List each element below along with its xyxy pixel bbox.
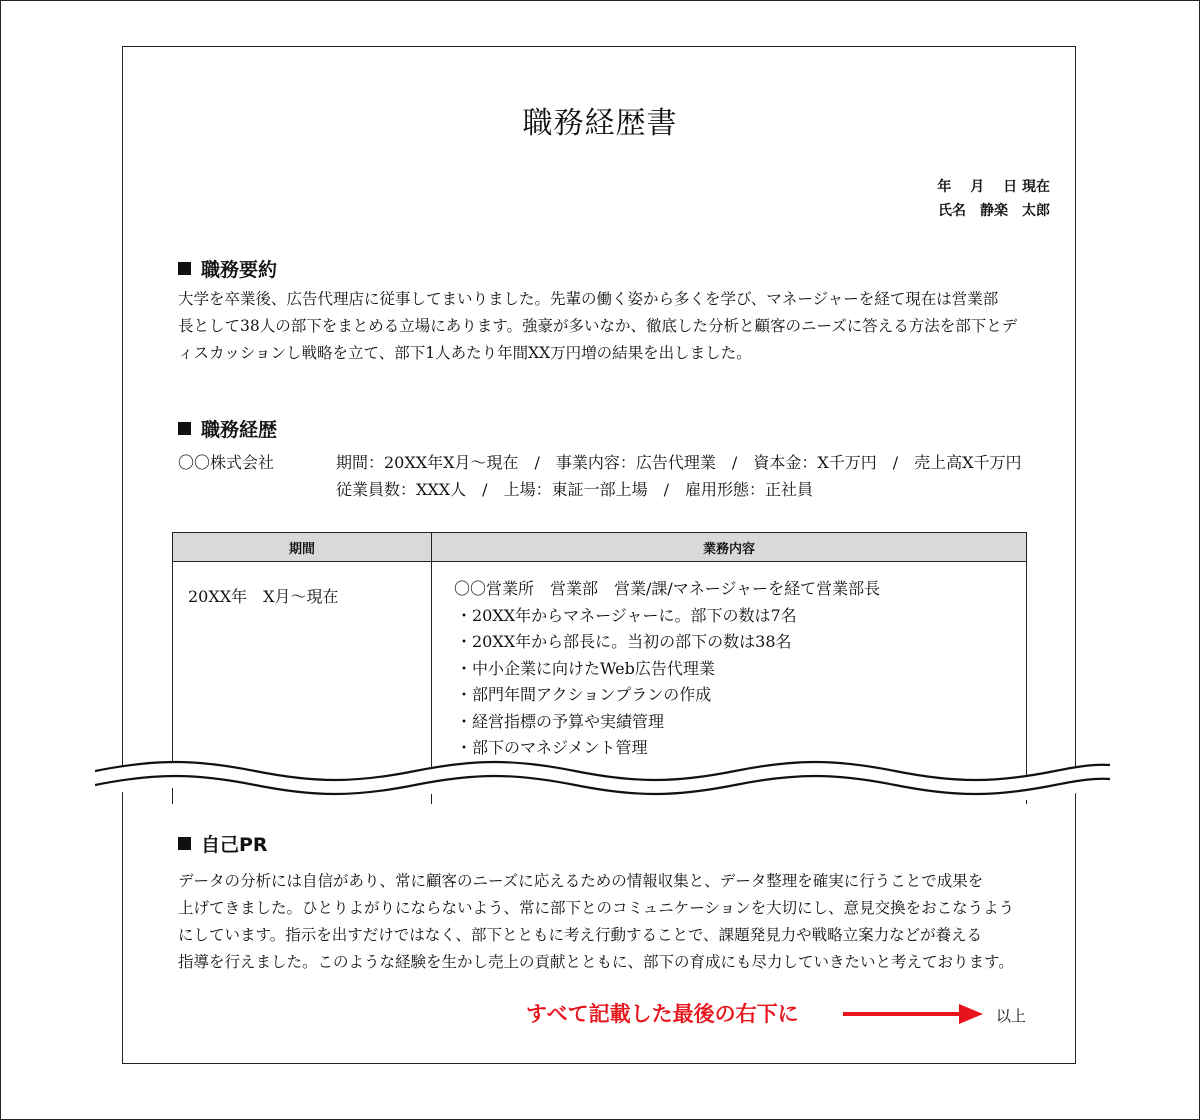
pr-line: 指導を行えました。このような経験を生かし売上の貢献とともに、部下の育成にも尽力していきたいと考えております。 [178,953,1014,971]
summary-text [178,286,1038,367]
page-break-wave [95,755,1110,800]
history-heading [178,415,277,442]
duty-line: ・部門年間アクションプランの作成 [456,685,712,704]
duty-line: ・中小企業に向けたWeb広告代理業 [456,658,715,678]
date-line: 年 月 日 現在 [937,179,1050,195]
duty-line: ・経営指標の予算や実績管理 [456,711,665,731]
pr-heading-label: 自己PR [201,834,268,856]
document-title: 職務経歴書 [522,106,678,141]
history-heading-label: 職務経歴 [201,419,278,441]
pr-line: データの分析には自信があり、常に顧客のニーズに応えるための情報収集と、データ整理を確実に行うことで成果を [178,872,984,890]
duty-line: 〇〇営業所 営業部 営業/課/マネージャーを経て営業部長 [454,579,881,598]
period-cell: 20XX年 X月～現在 [173,562,432,805]
pr-text [178,868,1038,976]
summary-line: 大学を卒業後、広告代理店に従事してまいりました。先輩の働く姿から多くを学び、マネージャーを経て現在は営業部 [178,290,999,308]
end-mark: 以上 [996,1007,1027,1025]
summary-heading [178,255,277,282]
company-name: 〇〇株式会社 [178,453,275,472]
company-info-line: 従業員数：XXX人 / 上場：東証一部上場 / 雇用形態：正社員 [336,480,813,499]
closing-note: すべて記載した最後の右下に [526,1002,799,1026]
duty-line: ・部下のマネジメント管理 [456,738,648,757]
pr-heading [178,830,268,857]
column-header-duties: 業務内容 [432,533,1027,562]
right-arrow-icon [843,1003,983,1025]
pr-line: にしています。指示を出すだけではなく、部下とともに考え行動することで、課題発見力や戦略立案力などが養える [178,926,983,944]
duty-line: ・20XX年から部長に。当初の部下の数は38名 [456,632,792,651]
summary-line: ィスカッションし戦略を立て、部下1人あたり年間XX万円増の結果を出しました。 [178,344,752,362]
duty-line: ・20XX年からマネージャーに。部下の数は7名 [456,605,797,625]
summary-heading-label: 職務要約 [201,259,278,281]
square-bullet-icon [178,837,191,850]
summary-line: 長として38人の部下をまとめる立場にあります。強豪が多いなか、徹底した分析と顧客のニーズに答える方法を部下とデ [178,317,1018,335]
pr-line: 上げてきました。ひとりよがりにならないよう、常に部下とのコミュニケーションを大切にし、意見交換をおこなうよう [178,899,1015,917]
company-info-line: 期間：20XX年X月～現在 / 事業内容：広告代理業 / 資本金：X千万円 / 売上高X千万円 [336,453,1022,472]
name-line: 氏名 静楽 太郎 [938,203,1050,219]
square-bullet-icon [178,262,191,275]
column-header-period: 期間 [173,533,432,562]
square-bullet-icon [178,422,191,435]
